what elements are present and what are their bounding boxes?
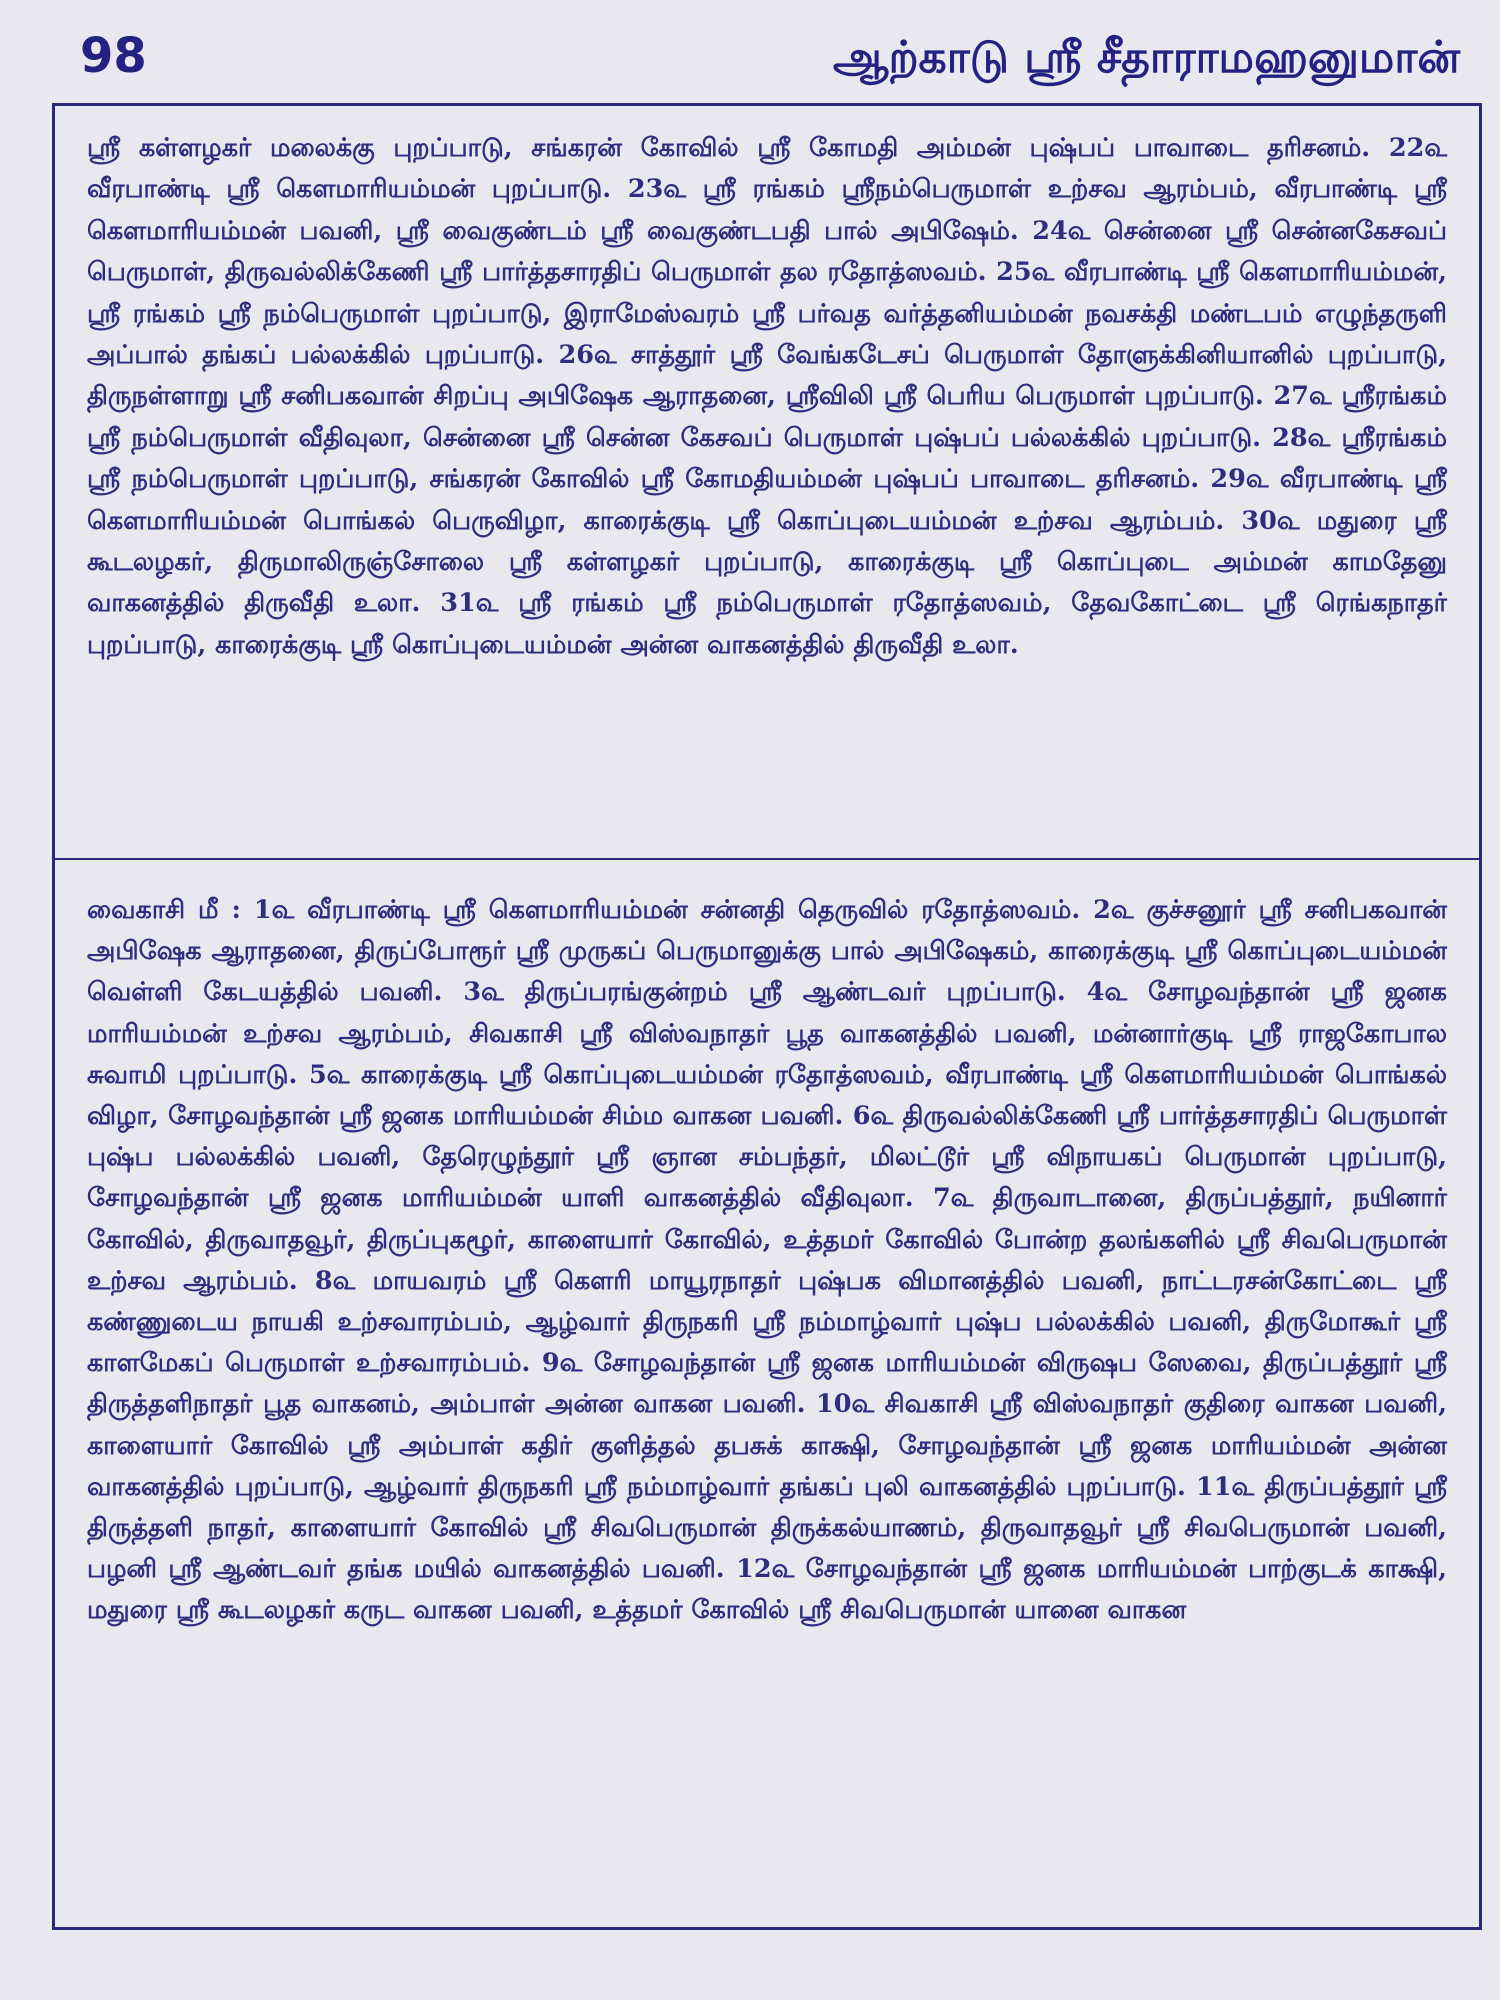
section-paragraph: ஸ்ரீ கள்ளழகர் மலைக்கு புறப்பாடு, சங்கரன் கோவில் ஸ்ரீ கோமதி அம்மன் புஷ்பப் பாவாடை தரிசனம். 22௳ வீரபாண்டி ஸ்ரீ கௌமாரியம்மன் புறப்பாடு. 23௳ ஸ்ரீ ரங்கம் ஸ்ரீநம்பெருமாள் உற்சவ ஆரம்பம், வீரபாண்டி ஸ்ரீ கௌமாரியம்மன் பவனி, ஸ்ரீ வைகுண்டம் ஸ்ரீ வைகுண்டபதி பால் அபிஷேம். 24௳ சென்னை ஸ்ரீ சென்னகேசவப் பெருமாள், திருவல்லிக்கேணி ஸ்ரீ பார்த்தசாரதிப் பெருமாள் தல ரதோத்ஸவம். 25௳ வீரபாண்டி ஸ்ரீ கௌமாரியம்மன், ஸ்ரீ ரங்கம் ஸ்ரீ நம்பெருமாள் புறப்பாடு, இராமேஸ்வரம் ஸ்ரீ பர்வத வர்த்தனியம்மன் நவசக்தி மண்டபம் எழுந்தருளி அப்பால் தங்கப் பல்லக்கில் புறப்பாடு. 26௳ சாத்தூர் ஸ்ரீ வேங்கடேசப் பெருமாள் தோளுக்கினியானில் புறப்பாடு, திருநள்ளாறு ஸ்ரீ சனிபகவான் சிறப்பு அபிஷேக ஆராதனை, ஸ்ரீவிலி ஸ்ரீ பெரிய பெருமாள் புறப்பாடு. 27௳ ஸ்ரீரங்கம் ஸ்ரீ நம்பெருமாள் வீதிவுலா, சென்னை ஸ்ரீ சென்ன கேசவப் பெருமாள் புஷ்பப் பல்லக்கில் புறப்பாடு. 28௳ ஸ்ரீரங்கம் ஸ்ரீ நம்பெருமாள் புறப்பாடு, சங்கரன் கோவில் ஸ்ரீ கோமதியம்மன் புஷ்பப் பாவாடை தரிசனம். 29௳ வீரபாண்டி ஸ்ரீ கௌமாரியம்மன் பொங்கல் பெருவிழா, காரைக்குடி ஸ்ரீ கொப்புடையம்மன் உற்சவ ஆரம்பம். 30௳ மதுரை ஸ்ரீ கூடலழகர், திருமாலிருஞ்சோலை ஸ்ரீ கள்ளழகர் புறப்பாடு, காரைக்குடி ஸ்ரீ கொப்புடை அம்மன் காமதேனு வாகனத்தில் திருவீதி உலா. 31௳ ஸ்ரீ ரங்கம் ஸ்ரீ நம்பெருமாள் ரதோத்ஸவம், தேவகோட்டை ஸ்ரீ ரெங்கநாதர் புறப்பாடு, காரைக்குடி ஸ்ரீ கொப்புடையம்மன் அன்ன வாகனத்தில் திருவீதி உலா.: [87, 133, 1447, 660]
section-paragraph: [55, 860, 1479, 1632]
section-text: 1௳ வீரபாண்டி ஸ்ரீ கௌமாரியம்மன் சன்னதி தெருவில் ரதோத்ஸவம். 2௳ குச்சனூர் ஸ்ரீ சனிபகவான் அபிஷேக ஆராதனை, திருப்போரூர் ஸ்ரீ முருகப் பெருமானுக்கு பால் அபிஷேகம், காரைக்குடி ஸ்ரீ கொப்புடையம்மன் வெள்ளி கேடயத்தில் பவனி. 3௳ திருப்பரங்குன்றம் ஸ்ரீ ஆண்டவர் புறப்பாடு. 4௳ சோழவந்தான் ஸ்ரீ ஜனக மாரியம்மன் உற்சவ ஆரம்பம், சிவகாசி ஸ்ரீ விஸ்வநாதர் பூத வாகனத்தில் பவனி, மன்னார்குடி ஸ்ரீ ராஜகோபால சுவாமி புறப்பாடு. 5௳ காரைக்குடி ஸ்ரீ கொப்புடையம்மன் ரதோத்ஸவம், வீரபாண்டி ஸ்ரீ கௌமாரியம்மன் பொங்கல் விழா, சோழவந்தான் ஸ்ரீ ஜனக மாரியம்மன் சிம்ம வாகன பவனி. 6௳ திருவல்லிக்கேணி ஸ்ரீ பார்த்தசாரதிப் பெருமாள் புஷ்ப பல்லக்கில் பவனி, தேரெழுந்தூர் ஸ்ரீ ஞான சம்பந்தர், மிலட்டூர் ஸ்ரீ விநாயகப் பெருமான் புறப்பாடு, சோழவந்தான் ஸ்ரீ ஜனக மாரியம்மன் யாளி வாகனத்தில் வீதிவுலா. 7௳ திருவாடானை, திருப்பத்தூர், நயினார் கோவில், திருவாதவூர், திருப்புகழூர், காளையார் கோவில், உத்தமர் கோவில் போன்ற தலங்களில் ஸ்ரீ சிவபெருமான் உற்சவ ஆரம்பம். 8௳ மாயவரம் ஸ்ரீ கௌரி மாயூரநாதர் புஷ்பக விமானத்தில் பவனி, நாட்டரசன்கோட்டை ஸ்ரீ கண்ணுடைய நாயகி உற்சவாரம்பம், ஆழ்வார் திருநகரி ஸ்ரீ நம்மாழ்வார் புஷ்ப பல்லக்கில் பவனி, திருமோகூர் ஸ்ரீ காளமேகப் பெருமாள் உற்சவாரம்பம். 9௳ சோழவந்தான் ஸ்ரீ ஜனக மாரியம்மன் விருஷப ஸேவை, திருப்பத்தூர் ஸ்ரீ திருத்தளிநாதர் பூத வாகனம், அம்பாள் அன்ன வாகன பவனி. 10௳ சிவகாசி ஸ்ரீ விஸ்வநாதர் குதிரை வாகன பவனி, காளையார் கோவில் ஸ்ரீ அம்பாள் கதிர் குளித்தல் தபசுக் காக்ஷி, சோழவந்தான் ஸ்ரீ ஜனக மாரியம்மன் அன்ன வாகனத்தில் புறப்பாடு, ஆழ்வார் திருநகரி ஸ்ரீ நம்மாழ்வார் தங்கப் புலி வாகனத்தில் புறப்பாடு. 11௳ திருப்பத்தூர் ஸ்ரீ திருத்தளி நாதர், காளையார் கோவில் ஸ்ரீ சிவபெருமான் திருக்கல்யாணம், திருவாதவூர் ஸ்ரீ சிவபெருமான் பவனி, பழனி ஸ்ரீ ஆண்டவர் தங்க மயில் வாகனத்தில் பவனி. 12௳ சோழவந்தான் ஸ்ரீ ஜனக மாரியம்மன் பாற்குடக் காக்ஷி, மதுரை ஸ்ரீ கூடலழகர் கருட வாகன பவனி, உத்தமர் கோவில் ஸ்ரீ சிவபெருமான் யானை வாகன: [87, 895, 1448, 1626]
page-header: [0, 0, 1500, 115]
running-title: ஆற்காடு ஸ்ரீ சீதாராமஹனுமான்: [832, 32, 1460, 83]
page-number: 98: [80, 28, 147, 84]
festival-section-vaikasi: [52, 860, 1482, 1930]
festival-section-chithirai: [52, 103, 1482, 860]
month-label: வைகாசி மீ :: [87, 895, 241, 925]
